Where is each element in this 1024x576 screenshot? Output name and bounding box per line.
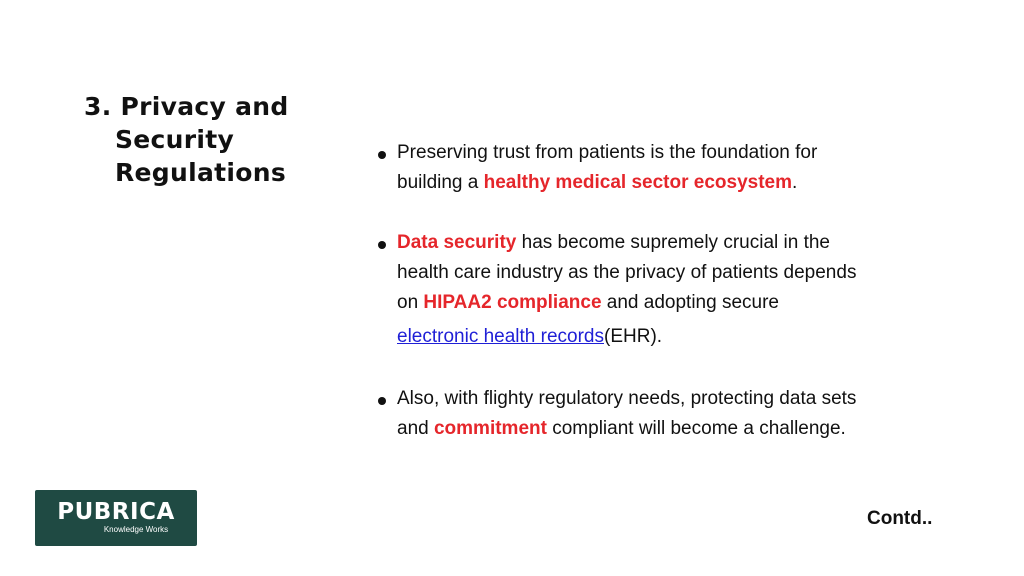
logo-wordmark: PUBRICA (57, 499, 175, 525)
highlight-text: commitment (433, 418, 547, 439)
slide-title-line-3: Regulations (115, 158, 287, 187)
bullet-item-regulatory (378, 384, 938, 444)
slide-title-line-2: Security (115, 125, 235, 154)
continued-label: Contd.. (867, 508, 933, 529)
slide-title-line-1: 3. Privacy and (84, 92, 289, 121)
bullet-text: on (397, 292, 424, 313)
bullet-text: building a (397, 172, 484, 193)
bullet-text: Preserving trust from patients is the foundation for (397, 142, 818, 163)
highlight-text: HIPAA2 compliance (423, 292, 602, 313)
bullet-text-line (397, 318, 938, 354)
bullet-text: health care industry as the privacy of patients depends (397, 262, 857, 283)
bullet-text: . (792, 172, 798, 193)
bullet-text-line (397, 288, 938, 318)
pubrica-logo (35, 490, 197, 546)
bullet-item-data-security (378, 228, 938, 354)
bullet-dot-icon (378, 241, 386, 249)
bullet-item-trust (378, 138, 938, 198)
bullet-text: (EHR). (604, 326, 663, 347)
bullet-text: has become supremely crucial in the (516, 232, 830, 253)
bullet-text-line (397, 414, 938, 444)
bullet-text-line (397, 168, 938, 198)
highlight-text: Data security (397, 232, 517, 253)
bullet-text: and (397, 418, 434, 439)
logo-tagline: Knowledge Works (103, 525, 169, 534)
bullet-text-line (397, 228, 938, 258)
bullet-text: and adopting secure (601, 292, 779, 313)
bullet-list (378, 138, 938, 444)
bullet-text: Also, with flighty regulatory needs, protecting data sets (397, 388, 857, 409)
ehr-link[interactable]: electronic health records (397, 326, 604, 347)
highlight-text: healthy medical sector ecosystem (483, 172, 792, 193)
bullet-text: compliant will become a challenge. (546, 418, 846, 439)
bullet-dot-icon (378, 397, 386, 405)
bullet-dot-icon (378, 151, 386, 159)
slide-title (84, 90, 324, 189)
